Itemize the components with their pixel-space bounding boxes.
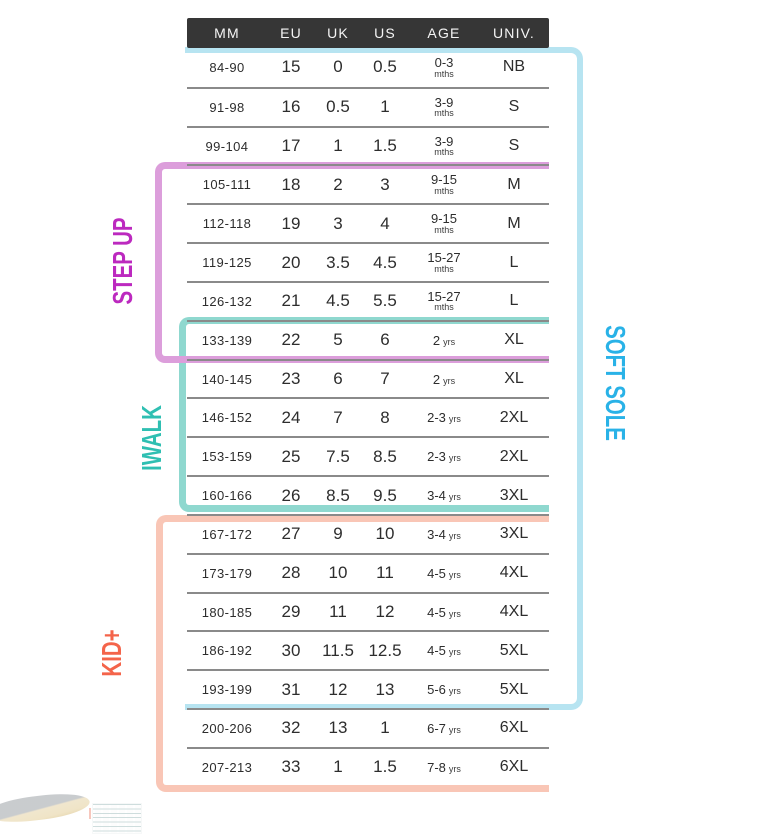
cell-univ: XL: [504, 370, 524, 388]
cell-uk: 3: [333, 213, 343, 233]
age-value: 3-9: [434, 133, 454, 149]
header-cell-mm: MM: [214, 25, 240, 41]
cell-eu: 20: [281, 252, 301, 272]
table-row: [187, 320, 549, 359]
table-row: [187, 436, 549, 475]
age-unit: yrs: [448, 724, 461, 735]
cell-univ: 5XL: [499, 680, 529, 698]
age-unit: yrs: [448, 686, 461, 697]
cell-age: [409, 251, 479, 274]
cell-uk: 5: [333, 330, 343, 350]
cell-eu: 32: [281, 718, 301, 738]
table-row: [187, 203, 549, 242]
cell-mm: 140-145: [201, 371, 253, 387]
age-unit: mths: [434, 224, 454, 235]
age-unit: yrs: [448, 647, 461, 658]
cell-uk: 11.5: [322, 640, 354, 660]
cell-eu: 22: [281, 330, 301, 350]
cell-age: [409, 527, 479, 542]
cell-univ: M: [507, 175, 521, 193]
cell-univ: L: [509, 292, 519, 310]
age-unit: yrs: [448, 530, 461, 541]
cell-age: [409, 488, 479, 503]
cell-age: [409, 212, 479, 235]
age-value: 6-7: [427, 720, 446, 736]
table-row: [187, 397, 549, 436]
cell-eu: 28: [281, 563, 301, 583]
cell-mm: 84-90: [209, 59, 245, 75]
cell-eu: 30: [281, 640, 301, 660]
cell-us: 13: [375, 679, 395, 699]
table-body: [187, 48, 549, 786]
cell-mm: 180-185: [201, 604, 253, 620]
cell-age: [409, 760, 479, 775]
cell-age: [409, 333, 479, 348]
cell-eu: 16: [281, 97, 301, 117]
cell-uk: 12: [328, 679, 348, 699]
header-cell-age: AGE: [427, 25, 461, 41]
age-value: 4-5: [427, 643, 446, 659]
age-unit: yrs: [448, 608, 461, 619]
cell-uk: 10: [328, 563, 348, 583]
cell-uk: 7: [333, 407, 343, 427]
age-value: 15-27: [427, 288, 461, 304]
cell-univ: L: [509, 253, 519, 271]
cell-eu: 18: [281, 174, 301, 194]
cell-eu: 23: [281, 369, 301, 389]
cell-mm: 133-139: [201, 332, 253, 348]
cell-eu: 33: [281, 757, 301, 777]
cell-mm: 186-192: [201, 643, 253, 659]
cell-univ: M: [507, 214, 521, 232]
age-value: 4-5: [427, 604, 446, 620]
cell-us: 4: [380, 213, 390, 233]
cell-mm: 105-111: [202, 177, 252, 193]
header-cell-us: US: [374, 25, 396, 41]
table-row: [187, 126, 549, 165]
header-cell-uk: UK: [327, 25, 349, 41]
cell-mm: 99-104: [205, 138, 249, 154]
cell-us: 8: [380, 407, 390, 427]
cell-mm: 173-179: [201, 565, 253, 581]
cell-univ: 5XL: [499, 641, 529, 659]
step-up-label: STEP UP: [107, 217, 138, 305]
table-row: [187, 592, 549, 631]
cell-us: 9.5: [373, 485, 397, 505]
age-unit: mths: [434, 302, 454, 313]
age-value: 15-27: [427, 250, 461, 266]
cell-us: 5.5: [373, 291, 397, 311]
cell-uk: 11: [329, 602, 347, 621]
cell-univ: 4XL: [499, 603, 529, 620]
age-unit: mths: [434, 68, 454, 79]
cell-univ: 4XL: [499, 564, 529, 582]
age-value: 9-15: [430, 172, 458, 188]
age-unit: yrs: [443, 375, 456, 386]
cell-univ: 3XL: [499, 486, 529, 504]
cell-uk: 0.5: [326, 97, 350, 117]
cell-uk: 6: [333, 369, 343, 389]
age-unit: mths: [434, 108, 454, 119]
table-row: [187, 475, 549, 514]
cell-age: [409, 566, 479, 581]
cell-mm: 160-166: [201, 488, 253, 504]
age-unit: mths: [434, 263, 454, 274]
cell-eu: 21: [281, 291, 301, 311]
cell-uk: 8.5: [326, 485, 350, 505]
cell-age: [409, 372, 479, 387]
age-value: 9-15: [430, 211, 458, 227]
cell-eu: 26: [281, 485, 301, 505]
age-unit: mths: [434, 147, 454, 158]
cell-us: 0.5: [373, 57, 397, 77]
cell-eu: 19: [281, 213, 301, 233]
cell-age: [409, 605, 479, 620]
table-row: [187, 242, 549, 281]
cell-uk: 7.5: [326, 446, 350, 466]
cell-age: [409, 290, 479, 313]
size-table: [187, 18, 549, 786]
cell-age: [409, 410, 479, 425]
cell-us: 4.5: [373, 252, 397, 272]
cell-eu: 24: [281, 407, 301, 427]
age-unit: yrs: [443, 336, 456, 347]
cell-eu: 27: [281, 524, 301, 544]
age-value: 2-3: [427, 410, 446, 426]
cell-mm: 167-172: [201, 526, 253, 542]
cell-us: 12: [375, 602, 395, 621]
age-value: 2-3: [427, 449, 446, 465]
cell-eu: 29: [281, 602, 301, 621]
mini-size-chart-bracket-mark: [89, 808, 91, 819]
iwalk-label: IWALK: [136, 405, 167, 471]
age-unit: yrs: [448, 569, 461, 580]
cell-univ: S: [508, 98, 520, 116]
age-value: 3-4: [427, 488, 446, 504]
cell-age: [409, 721, 479, 736]
cell-univ: XL: [504, 331, 524, 349]
cell-univ: 3XL: [499, 525, 529, 543]
cell-uk: 3.5: [326, 252, 350, 272]
age-unit: yrs: [448, 453, 461, 464]
cell-uk: 1: [333, 136, 343, 156]
cell-univ: NB: [502, 58, 526, 76]
table-row: [187, 630, 549, 669]
table-header: [187, 18, 549, 48]
age-value: 2: [432, 371, 441, 387]
kid-plus-label: KID+: [96, 629, 127, 677]
age-unit: mths: [434, 186, 454, 196]
table-row: [187, 359, 549, 398]
table-row: [187, 87, 549, 126]
cell-us: 1: [380, 97, 390, 117]
age-value: 3-9: [434, 94, 454, 110]
cell-mm: 153-159: [201, 449, 253, 465]
cell-uk: 0: [333, 57, 343, 77]
cell-us: 11: [376, 563, 394, 583]
age-value: 4-5: [427, 565, 446, 581]
cell-us: 10: [375, 524, 395, 544]
header-cell-eu: EU: [280, 25, 302, 41]
cell-eu: 25: [281, 446, 301, 466]
age-value: 3-4: [427, 526, 446, 542]
cell-us: 1.5: [373, 757, 397, 777]
cell-age: [409, 449, 479, 464]
table-row: [187, 164, 549, 203]
cell-eu: 15: [281, 57, 301, 77]
cell-eu: 17: [281, 136, 301, 156]
cell-age: [409, 135, 479, 158]
cell-uk: 9: [333, 524, 343, 544]
cell-univ: 6XL: [499, 758, 529, 776]
table-row: [187, 553, 549, 592]
cell-univ: 2XL: [499, 447, 529, 465]
table-row: [187, 48, 549, 87]
cell-mm: 146-152: [201, 410, 253, 426]
cell-uk: 1: [333, 757, 343, 777]
age-value: 5-6: [427, 682, 446, 698]
cell-us: 1: [380, 718, 390, 738]
cell-age: [409, 682, 479, 697]
shoe-sole-image: [0, 790, 91, 826]
cell-us: 12.5: [368, 640, 402, 660]
age-unit: yrs: [448, 763, 461, 774]
cell-mm: 119-125: [202, 255, 252, 271]
table-row: [187, 514, 549, 553]
age-unit: yrs: [448, 414, 461, 425]
age-value: 7-8: [427, 759, 446, 775]
cell-uk: 13: [328, 718, 348, 738]
cell-age: [409, 56, 479, 79]
cell-univ: S: [508, 137, 520, 155]
cell-mm: 193-199: [201, 682, 253, 698]
cell-mm: 112-118: [202, 216, 252, 232]
table-row: [187, 281, 549, 320]
age-unit: yrs: [448, 492, 461, 503]
cell-mm: 200-206: [201, 720, 253, 736]
cell-age: [409, 96, 479, 119]
cell-us: 1.5: [373, 136, 397, 156]
cell-us: 7: [380, 369, 390, 389]
cell-us: 8.5: [373, 446, 397, 466]
cell-uk: 4.5: [326, 291, 350, 311]
cell-us: 6: [380, 330, 390, 350]
cell-age: [409, 643, 479, 658]
cell-us: 3: [380, 174, 390, 194]
cell-univ: 2XL: [499, 408, 529, 426]
cell-mm: 91-98: [209, 99, 245, 115]
cell-uk: 2: [333, 174, 343, 194]
table-row: [187, 708, 549, 747]
table-row: [187, 669, 549, 708]
cell-eu: 31: [281, 679, 301, 699]
table-row: [187, 747, 549, 786]
cell-mm: 126-132: [201, 293, 253, 309]
age-value: 0-3: [434, 54, 454, 70]
age-value: 2: [432, 332, 441, 348]
soft-sole-label: SOFT SOLE: [600, 325, 631, 441]
cell-age: [409, 173, 479, 196]
header-cell-univ: UNIV.: [492, 25, 536, 41]
cell-univ: 6XL: [499, 719, 529, 737]
cell-mm: 207-213: [201, 759, 253, 775]
mini-size-chart-image: [92, 803, 142, 834]
